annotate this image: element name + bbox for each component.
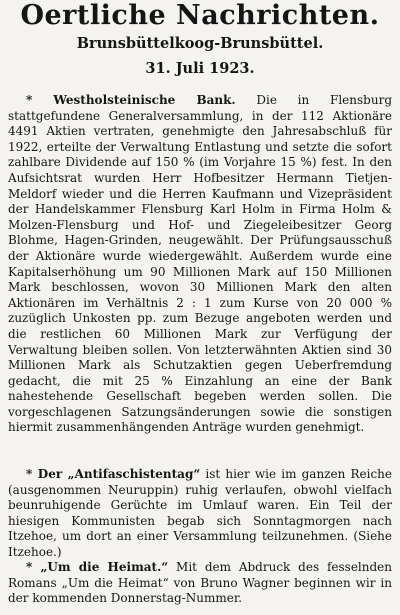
article-headline: * Westholsteinische Bank. — [26, 93, 236, 107]
article-headline: * Der „Antifaschistentag“ — [26, 467, 201, 481]
locality-heading: Brunsbüttelkoog-Brunsbüttel. — [76, 35, 324, 52]
article-paragraph — [8, 560, 392, 607]
article-body: Die in Flensburg stattgefundene Generalversammlung, in der 112 Aktionäre 4491 Aktien vertraten, genehmigte den Jahresabschluß für 1922, erteilte der Verwaltung Entlastung und setzte die sofort zahlbare Dividende auf 150 % (im Vorjahre 15 %) fest. In den Aufsichtsrat wurden Herr Hofbesitzer Hermann Tietjen-Meldorf wieder und die Herren Kaufmann und Vizepräsident der Handelskammer Flensburg Karl Holm in Firma Holm & Molzen-Flensburg und Hof- und Ziegeleibesitzer Georg Blohme, Hagen-Grinden, neugewählt. Der Prüfungsausschuß der Aktionäre wurde wiedergewählt. Außerdem wurde eine Kapitalserhöhung um 90 Millionen Mark auf 150 Millionen Mark beschlossen, wovon 30 Millionen Mark den alten Aktionären im Verhältnis 2 : 1 zum Kurse von 20 000 % zuzüglich Unkosten pp. zum Bezuge angeboten werden und die restlichen 60 Millionen Mark zur Verfügung der Verwaltung bleiben sollen. Von letzterwähnten Aktien sind 30 Millionen Mark als Schutzaktien gegen Ueberfremdung gedacht, die mit 25 % Einzahlung an eine der Bank nahestehende Gesellschaft begeben werden sollen. Die vorgeschlagenen Satzungsänderungen sowie die sonstigen hiermit zusammenhängenden Anträge wurden genehmigt. — [8, 93, 392, 435]
article-paragraph — [8, 467, 392, 561]
issue-date: 31. Juli 1923. — [145, 60, 255, 77]
article-body: Mit dem Abdruck des fesselnden Romans „Um die Heimat“ von Bruno Wagner beginnen wir in der kommenden Donnerstag-Nummer. — [8, 560, 392, 606]
article-westholsteinische-bank — [8, 93, 392, 436]
article-paragraph — [8, 93, 392, 436]
article-headline: * „Um die Heimat.“ — [26, 560, 169, 574]
article-antifaschistentag — [8, 467, 392, 561]
article-body: ist hier wie im ganzen Reiche (ausgenommen Neuruppin) ruhig verlaufen, obwohl vielfach beunruhigende Gerüchte im Umlauf waren. Ein Teil der hiesigen Kommunisten begab sich Sonntagmorgen nach Itzehoe, um dort an einer Versammlung teilzunehmen. (Siehe Itzehoe.) — [8, 467, 392, 559]
section-title: Oertliche Nachrichten. — [20, 0, 380, 31]
article-um-die-heimat — [8, 560, 392, 607]
